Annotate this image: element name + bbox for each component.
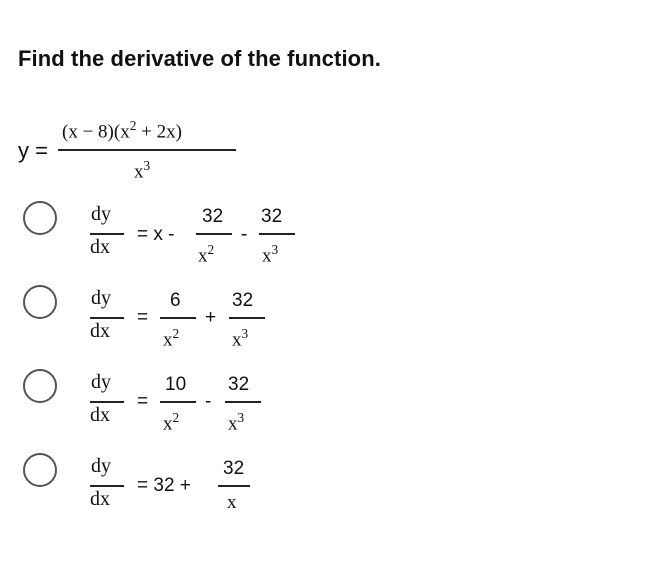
option-a-derivative-bar <box>90 233 124 235</box>
option-b-term1-bar <box>160 317 196 319</box>
option-d-term1-den: x <box>227 492 237 513</box>
option-a-term2-den: $x^3$ <box>262 242 279 267</box>
function-fraction-bar <box>58 149 236 151</box>
option-d-equals: = 32 + <box>137 475 191 496</box>
option-d-term1-bar <box>218 485 250 487</box>
function-numerator: $(x - 8)(x^2 + 2x)$ <box>62 118 182 143</box>
option-b-term2-den: $x^3$ <box>232 326 249 351</box>
option-c-term1-bar <box>160 401 196 403</box>
option-b-term2-bar <box>229 317 265 319</box>
option-c-term1-den: $x^2$ <box>163 410 180 435</box>
function-lhs: y = <box>18 138 48 163</box>
option-a-term2-bar <box>259 233 295 235</box>
option-b-dy: dy <box>91 287 111 309</box>
option-c-term1-num: 10 <box>165 374 187 395</box>
function-denominator: $x^3$ <box>134 158 151 183</box>
option-b-operator: + <box>205 307 217 328</box>
option-a-equals: = x - <box>137 224 175 245</box>
option-c-dy: dy <box>91 371 111 393</box>
option-b-radio[interactable] <box>23 285 57 319</box>
option-a-term1-den: $x^2$ <box>198 242 215 267</box>
option-b-term2-num: 32 <box>232 290 254 311</box>
option-b-dx: dx <box>90 320 110 342</box>
option-b-term1-den: $x^2$ <box>163 326 180 351</box>
option-b-equals: = <box>137 307 149 328</box>
option-a-term2-num: 32 <box>261 206 283 227</box>
option-c-term2-num: 32 <box>228 374 250 395</box>
question-title: Find the derivative of the function. <box>18 46 381 71</box>
option-d-dx: dx <box>90 488 110 510</box>
option-d-radio[interactable] <box>23 453 57 487</box>
option-a-radio[interactable] <box>23 201 57 235</box>
option-d-term1-num: 32 <box>223 458 245 479</box>
option-c-term2-den: $x^3$ <box>228 410 245 435</box>
option-b-derivative-bar <box>90 317 124 319</box>
option-d-dy: dy <box>91 455 111 477</box>
option-c-dx: dx <box>90 404 110 426</box>
option-a-term1-num: 32 <box>202 206 224 227</box>
option-c-radio[interactable] <box>23 369 57 403</box>
option-a-dy: dy <box>91 203 111 225</box>
option-a-dx: dx <box>90 236 110 258</box>
option-b-term1-num: 6 <box>170 290 181 311</box>
option-c-operator: - <box>205 391 212 412</box>
option-c-term2-bar <box>225 401 261 403</box>
option-a-term1-bar <box>196 233 232 235</box>
option-c-derivative-bar <box>90 401 124 403</box>
option-c-equals: = <box>137 391 149 412</box>
option-a-operator: - <box>241 224 248 245</box>
option-d-derivative-bar <box>90 485 124 487</box>
